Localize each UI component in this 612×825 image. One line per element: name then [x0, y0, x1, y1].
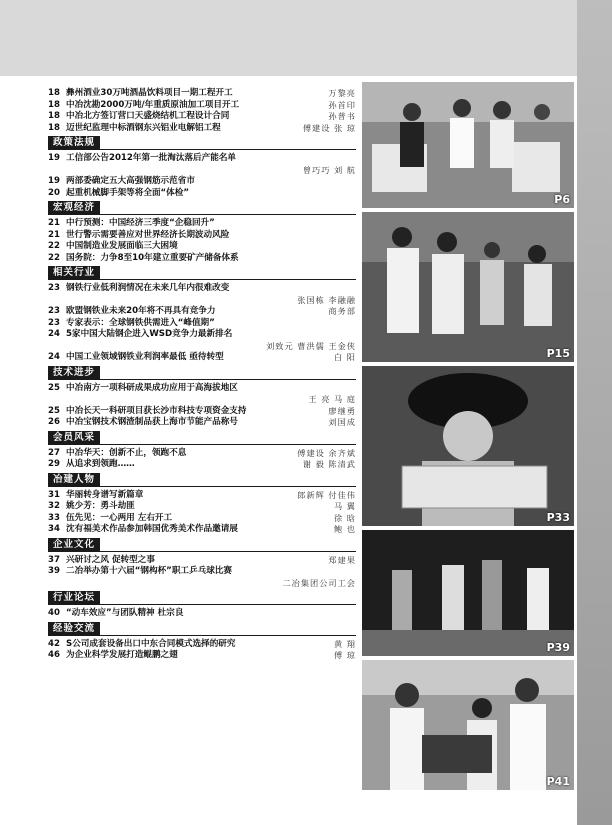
photo-p41[interactable]	[362, 660, 574, 790]
article-authors: 商务部	[328, 306, 356, 316]
table-of-contents	[48, 88, 356, 662]
group-walk-photo-icon	[362, 212, 574, 362]
section-rule	[48, 149, 356, 150]
toc-entry[interactable]	[48, 153, 356, 165]
toc-entry[interactable]	[48, 88, 356, 100]
article-title: 中国制造业发展面临三大困境	[66, 241, 178, 251]
page-number: 39	[48, 566, 60, 576]
article-title: 迈世纪监理中标酒钢东兴铝业电解铝工程	[66, 122, 221, 133]
section-rule	[48, 379, 356, 380]
page-number: 42	[48, 638, 60, 649]
article-authors: 白 阳	[334, 352, 356, 362]
page-number: 18	[48, 99, 60, 110]
section-rule	[48, 486, 356, 487]
page-edge-strip	[577, 0, 612, 825]
article-authors: 黄 翔	[334, 638, 356, 649]
section-title: 技术进步	[48, 366, 100, 380]
toc-entry[interactable]	[48, 555, 356, 567]
article-authors: 万黎亮	[328, 88, 356, 98]
article-title: 中冶南方一项科研成果成功应用于高海拔地区	[66, 382, 238, 393]
photo-page-label: P6	[554, 193, 570, 206]
article-title: 彝州酒业30万吨酒晶饮料项目一期工程开工	[66, 88, 233, 98]
section-rule	[48, 551, 356, 552]
photo-column	[362, 82, 574, 794]
page-number: 21	[48, 229, 60, 240]
header-band	[0, 0, 577, 76]
section-rule	[48, 604, 356, 605]
page-number: 33	[48, 512, 60, 523]
page-number: 46	[48, 650, 60, 660]
photo-page-label: P33	[546, 511, 570, 524]
page-number: 23	[48, 317, 60, 328]
toc-entry[interactable]	[48, 490, 356, 502]
page-number: 25	[48, 382, 60, 393]
section-title: 宏观经济	[48, 201, 100, 215]
toc-entry[interactable]	[48, 566, 356, 578]
page-number: 34	[48, 524, 60, 534]
article-title: 为企业科学发展打造鲲鹏之翅	[66, 650, 178, 660]
article-authors-line: 张国栋 李融融	[297, 294, 356, 305]
award-ceremony-photo-icon	[362, 82, 574, 208]
toc-entry[interactable]	[48, 230, 356, 242]
section-title: 政策法规	[48, 136, 100, 150]
article-title: 专家表示：全球钢铁供需进入“峰值期”	[66, 317, 215, 328]
page-number: 31	[48, 489, 60, 500]
article-authors: 马 翼	[334, 501, 356, 511]
toc-entry[interactable]	[48, 100, 356, 112]
page-number: 24	[48, 329, 60, 339]
article-title: “动车效应”与团队精神 杜宗良	[66, 608, 184, 618]
article-title: 中国工业领域钢铁业利润率最低 亟待转型	[66, 352, 224, 362]
article-authors: 廖继勇	[328, 405, 356, 416]
article-authors-line: 王 亮 马 庭	[308, 394, 356, 404]
article-title: 中冶长天一科研项目获长沙市科技专项资金支持	[66, 405, 247, 416]
toc-entry[interactable]	[48, 218, 356, 230]
article-title: 从追求到领跑……	[66, 459, 135, 469]
page-number: 18	[48, 122, 60, 133]
article-authors-line: 曾巧巧 刘 航	[302, 164, 356, 175]
worker-with-banner-photo-icon	[362, 366, 574, 526]
photo-p39[interactable]	[362, 530, 574, 656]
toc-entry[interactable]	[48, 318, 356, 330]
article-authors: 郎新辉 付佳伟	[297, 489, 356, 500]
toc-entry[interactable]	[48, 329, 356, 341]
toc-entry[interactable]	[48, 639, 356, 651]
section-rule	[48, 279, 356, 280]
article-title: 起重机械脚手架等将全面“体检”	[66, 187, 190, 198]
section-header	[48, 266, 356, 280]
toc-entry[interactable]	[48, 650, 356, 662]
photo-p33[interactable]	[362, 366, 574, 526]
page-number: 20	[48, 187, 60, 198]
article-title: 伍先见：一心两用 左右开工	[66, 512, 173, 523]
toc-entry[interactable]	[48, 417, 356, 429]
section-header	[48, 473, 356, 487]
page-number: 40	[48, 608, 60, 618]
article-authors: 郑建果	[328, 554, 356, 565]
section-title: 会员风采	[48, 431, 100, 445]
article-authors: 刘国成	[328, 417, 356, 427]
article-title: 5家中国大陆钢企进入WSD竞争力最新排名	[66, 329, 233, 339]
article-authors: 孙普书	[328, 111, 356, 121]
article-title: 中冶北方签订营口天盛烧结机工程设计合同	[66, 111, 230, 121]
photo-p15[interactable]	[362, 212, 574, 362]
toc-entry[interactable]	[48, 111, 356, 123]
article-title: 兴研讨之风 促转型之事	[66, 554, 155, 565]
toc-entry[interactable]	[48, 306, 356, 318]
toc-entry[interactable]	[48, 459, 356, 471]
article-authors: 傅建设 张 琼	[302, 122, 356, 133]
page-number: 27	[48, 447, 60, 458]
section-header	[48, 201, 356, 215]
toc-entry[interactable]	[48, 406, 356, 418]
section-header	[48, 136, 356, 150]
section-rule	[48, 444, 356, 445]
page-number: 22	[48, 241, 60, 251]
section-title: 相关行业	[48, 266, 100, 280]
article-title: 华丽转身谱写新篇章	[66, 489, 144, 500]
page-number: 37	[48, 554, 60, 565]
page-number: 32	[48, 501, 60, 511]
page-number: 26	[48, 417, 60, 427]
toc-entry[interactable]	[48, 513, 356, 525]
toc-entry[interactable]	[48, 283, 356, 295]
photo-page-label: P39	[546, 641, 570, 654]
article-title: 姚少芳：勇斗劫匪	[66, 501, 135, 511]
article-title: 两部委确定五大高强钢筋示范省市	[66, 176, 195, 186]
page-number: 21	[48, 218, 60, 228]
page-number: 23	[48, 283, 60, 293]
section-header	[48, 431, 356, 445]
article-authors: 孙首印	[328, 99, 356, 110]
page-number: 24	[48, 352, 60, 362]
toc-entry[interactable]	[48, 608, 356, 620]
section-header	[48, 538, 356, 552]
article-authors-line: 二冶集团公司工会	[282, 577, 356, 588]
section-rule	[48, 635, 356, 636]
article-authors: 鲍 也	[334, 524, 356, 534]
section-rule	[48, 214, 356, 215]
article-title: 中冶沈勘2000万吨/年重质原油加工项目开工	[66, 99, 240, 110]
article-title: 钢铁行业低利润情况在未来几年内很难改变	[66, 283, 230, 293]
article-title: S公司成套设备出口中东合同模式选择的研究	[66, 638, 236, 649]
page-number: 18	[48, 111, 60, 121]
toc-entry[interactable]	[48, 448, 356, 460]
article-title: 工信部公告2012年第一批淘汰落后产能名单	[66, 153, 237, 163]
page-number: 19	[48, 176, 60, 186]
page-number: 25	[48, 405, 60, 416]
article-authors: 傅建设 余齐斌	[297, 447, 356, 458]
toc-entry[interactable]	[48, 501, 356, 513]
toc-entry[interactable]	[48, 352, 356, 364]
photo-page-label: P15	[546, 347, 570, 360]
article-title: 国务院：力争8至10年建立重要矿产储备体系	[66, 252, 239, 263]
article-authors: 徐 晗	[334, 512, 356, 523]
article-authors: 傅 琼	[334, 650, 356, 660]
photo-p6[interactable]	[362, 82, 574, 208]
toc-entry[interactable]	[48, 123, 356, 135]
article-title: 世行警示需要善应对世界经济长期波动风险	[66, 229, 230, 240]
section-title: 行业论坛	[48, 591, 100, 605]
article-authors: 谢 毅 陈清武	[302, 459, 356, 469]
section-header	[48, 622, 356, 636]
article-title: 中冶宝钢技术钢渣制品获上海市节能产品称号	[66, 417, 238, 427]
article-title: 欧盟钢铁业未来20年将不再具有竞争力	[66, 306, 216, 316]
toc-entry[interactable]	[48, 253, 356, 265]
section-header	[48, 591, 356, 605]
photo-page-label: P41	[546, 775, 570, 788]
section-header	[48, 366, 356, 380]
article-title: 中行预测：中国经济三季度“企稳回升”	[66, 218, 215, 228]
page-number: 29	[48, 459, 60, 469]
section-title: 企业文化	[48, 538, 100, 552]
page-number: 22	[48, 252, 60, 263]
opera-performance-photo-icon	[362, 530, 574, 656]
toc-entry[interactable]	[48, 383, 356, 395]
article-title: 二冶举办第十六届“钢构杯”职工乒乓球比赛	[66, 566, 232, 576]
page-number: 19	[48, 153, 60, 163]
toc-entry[interactable]	[48, 524, 356, 536]
toc-entry[interactable]	[48, 241, 356, 253]
section-title: 经验交流	[48, 622, 100, 636]
section-title: 冶建人物	[48, 473, 100, 487]
toc-entry[interactable]	[48, 188, 356, 200]
article-authors-line: 刘致元 曹洪儒 王金侠	[266, 340, 356, 351]
toc-entry[interactable]	[48, 176, 356, 188]
article-title: 中冶华天：创新不止，领跑不息	[66, 447, 187, 458]
plaque-presentation-photo-icon	[362, 660, 574, 790]
page-number: 23	[48, 306, 60, 316]
article-title: 沈有福美术作品参加韩国优秀美术作品邀请展	[66, 524, 238, 534]
page-number: 18	[48, 88, 60, 98]
